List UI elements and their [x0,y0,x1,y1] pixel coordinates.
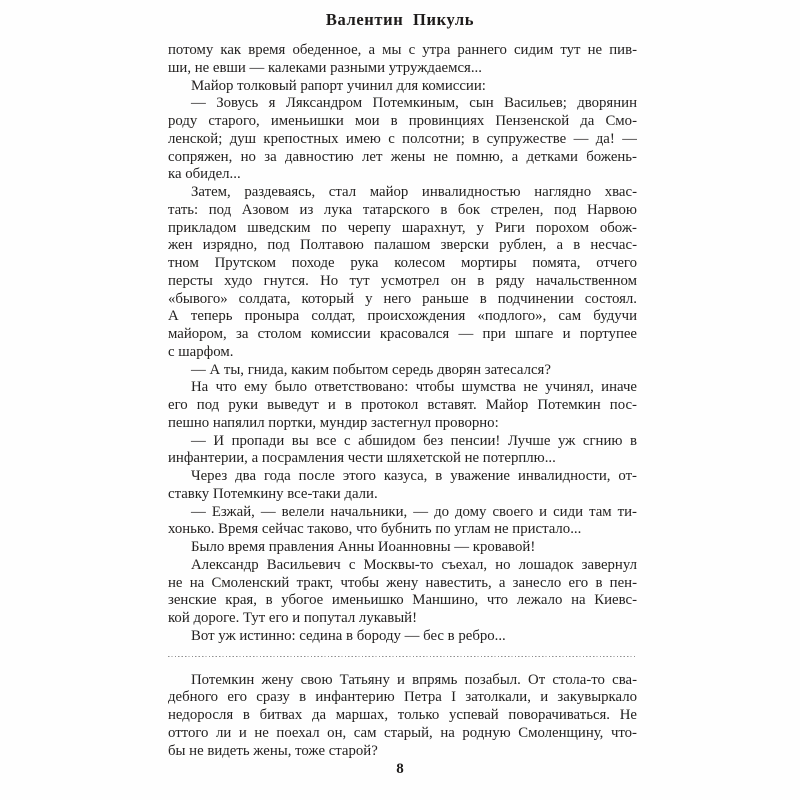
page-number: 8 [396,761,404,777]
text-line: недоросля в битвах да маршах, только успевай поворачиваться. Не [168,707,637,723]
text-line: зенские края, в убогое именьишко Маншино, что лежало на Киевс- [168,592,637,609]
text-line: — Езжай, — велели начальники, — до дому своего и сиди там ти- [191,503,637,520]
text-line: Было время правления Анны Иоанновны — кровавой! [191,539,536,555]
paragraph [168,184,637,362]
text-line: — Зовусь я Ляксандром Потемкиным, сын Васильев; дворянин [191,95,637,112]
text-line: тном Прутском походе рука колесом мортиры помята, отчего [168,255,637,271]
text-line: дебного его сразу в инфантерию Петра I затолкали, и закувыркало [168,689,637,706]
text-line: оттого ли и не поехал он, сам старый, на родную Смоленщину, что- [168,724,637,741]
text-line: сопряжен, но за давностию лет жены не помню, а детками божень- [168,148,637,165]
text-line: персты худо гнутся. Но тут усмотрел он в ряду начальственном [168,272,637,289]
text-line: пешно напялил портки, мундир застегнул проворно: [168,414,499,431]
section [168,672,637,761]
text-line: инфантерии, а посрамления чести шляхетской не потерплю... [168,450,556,467]
paragraph [168,78,637,96]
text-line: Майор толковый рапорт учинил для комиссии: [191,77,486,94]
paragraph [168,379,637,432]
paragraph [168,539,637,557]
text-line: Затем, раздеваясь, стал майор инвалидностью наглядно хвас- [191,184,637,200]
paragraph [168,557,637,628]
paragraph [168,42,637,78]
text-line: — А ты, гнида, каким побытом середь дворян затесался? [191,361,551,378]
text-block [168,42,637,760]
text-line: бы не видеть жены, тоже старой? [168,742,378,759]
paragraph [168,468,637,504]
text-line: ставку Потемкину все-таки дали. [168,485,378,502]
text-line: его под руки выведут и в протокол вставят. Майор Потемкин пос- [168,397,637,413]
text-line: майором, за столом комиссии красовался — при шпаге и портупее [168,326,637,342]
text-line: На что ему было ответствовано: чтобы шумства не учинял, иначе [191,379,637,396]
text-line: тать: под Азовом из лука татарского в бок стрелен, под Нарвою [168,201,637,218]
text-line: ши, не евши — калеками разными утруждаемся... [168,59,482,76]
text-line: ленской; душ крепостных имею с полсотни; в супружестве — да! — [168,130,637,147]
text-line: потому как время обеденное, а мы с утра раннего сидим тут не пив- [168,42,637,58]
text-line: жен изрядно, под Полтавою палашом зверски рублен, а в несчас- [168,237,637,254]
paragraph [168,433,637,469]
section [168,42,637,646]
text-line: ка обидел... [168,166,241,183]
text-line: Потемкин жену свою Татьяну и впрямь позабыл. От стола-то сва- [191,671,637,688]
running-head-author: Валентин Пикуль [325,10,475,29]
text-line: не на Смоленский тракт, чтобы жену навестить, а занесло его в пен- [168,574,637,591]
text-line: кой дороге. Тут его и попутал лукавый! [168,610,418,626]
text-line: прикладом шведским по черепу шарахнут, у Риги порохом обож- [168,219,637,236]
text-line: Вот уж истинно: седина в бороду — бес в ребро... [191,627,506,644]
paragraph [168,504,637,540]
text-line: Через два года после этого казуса, в уважение инвалидности, от- [191,468,637,484]
paragraph [168,362,637,380]
paragraph [168,628,637,646]
text-line: хонько. Время сейчас таково, что бубнить по углам не пристало... [168,521,582,538]
paragraph [168,672,637,761]
text-line: с шарфом. [168,343,234,360]
section-divider-dotted-rule [168,656,637,658]
paragraph [168,95,637,184]
text-line: роду старого, именьишки мои в провинциях Пензенской да Смо- [168,113,637,129]
text-line: Александр Васильевич с Москвы-то съехал, но лошадок завернул [191,556,637,573]
text-line: — И пропади вы все с абшидом без пенсии! Лучше уж сгнию в [191,432,637,449]
text-line: А теперь проныра солдат, происхождения «подлого», сам будучи [168,308,637,325]
text-line: «бывого» солдата, который у него раньше в подчинении состоял. [168,290,637,307]
